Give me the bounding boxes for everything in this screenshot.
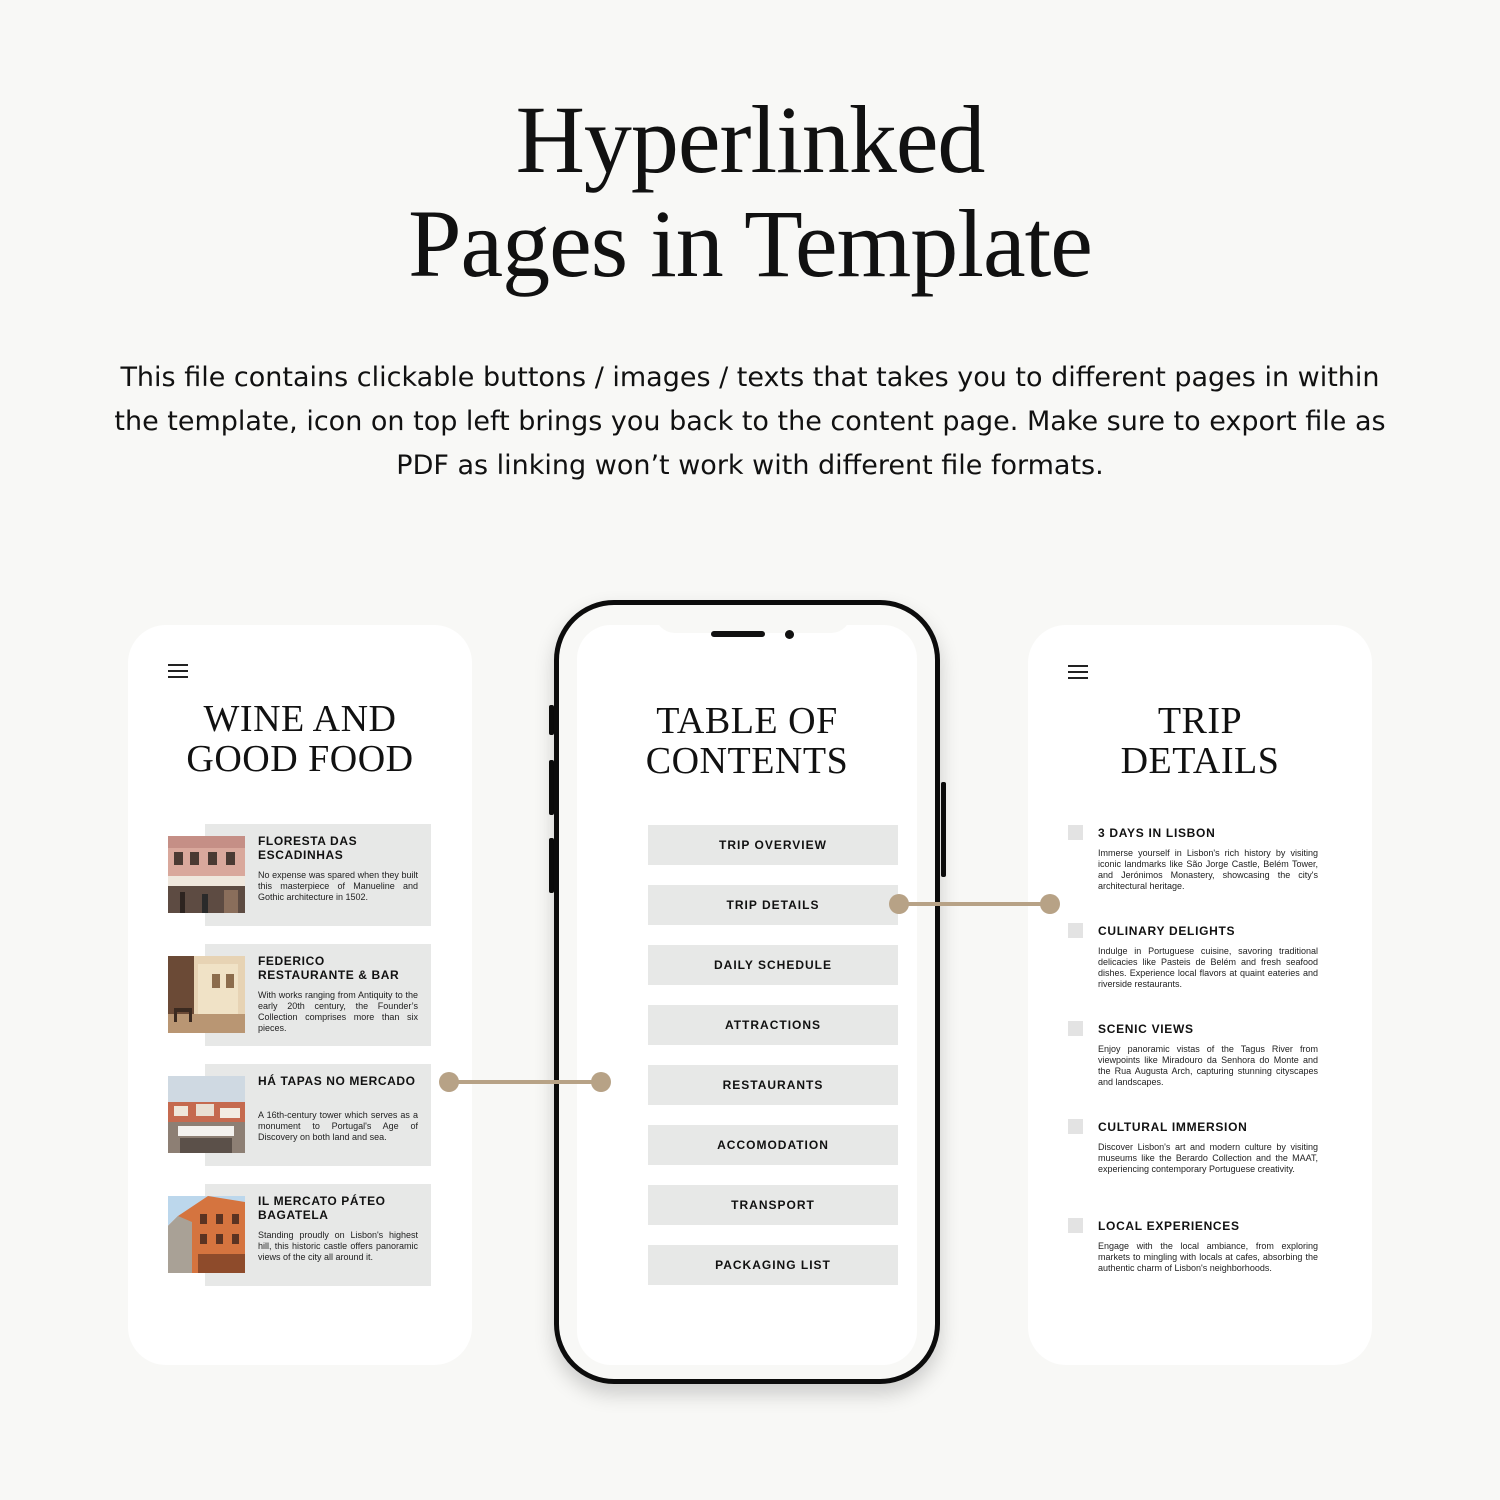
trip-detail-text: Indulge in Portuguese cuisine, savoring traditional delicacies like Pasteis de Belém and fresh seafood dishes. Experience local flavors at quaint eateries and riverside restaurants.	[1098, 946, 1318, 989]
intro-text: This file contains clickable buttons / images / texts that takes you to different pages in within the template, icon on top left brings you back to the content page. Make sure to export file as PDF as linking won’t work with different file formats.	[114, 362, 1386, 481]
page-title-line-2: GOOD FOOD	[186, 738, 414, 780]
restaurant-name: HÁ TAPAS NO MERCADO	[258, 1074, 416, 1088]
headline-line-1: Hyperlinked	[515, 86, 985, 193]
restaurant-description: Standing proudly on Lisbon's highest hill, this historic castle offers panoramic views of the city all around it.	[258, 1230, 418, 1262]
trip-detail-text: Engage with the local ambiance, from exploring markets to mingling with locals at cafes, absorbing the authentic charm of Lisbon's neighborhoods.	[1098, 1241, 1318, 1273]
trip-detail-title: LOCAL EXPERIENCES	[1098, 1219, 1240, 1233]
trip-detail-title: SCENIC VIEWS	[1098, 1022, 1194, 1036]
page-title-line-1: TRIP	[1157, 700, 1243, 742]
toc-button-trip-details[interactable]: TRIP DETAILS	[648, 885, 898, 925]
restaurant-photo[interactable]	[168, 1076, 245, 1153]
restaurant-item[interactable]	[168, 1064, 431, 1166]
wine-food-page	[128, 625, 472, 1365]
checkbox[interactable]	[1068, 923, 1083, 938]
page-title	[1028, 701, 1372, 781]
toc-button-transport[interactable]: TRANSPORT	[648, 1185, 898, 1225]
toc-button-restaurants[interactable]: RESTAURANTS	[648, 1065, 898, 1105]
page-title-line-1: TABLE OF	[656, 700, 838, 742]
page-title	[128, 699, 472, 779]
restaurant-description: No expense was spared when they built this masterpiece of Manueline and Gothic architecture in 1502.	[258, 870, 418, 902]
toc-button-trip-overview[interactable]: TRIP OVERVIEW	[648, 825, 898, 865]
toc-button-daily-schedule[interactable]: DAILY SCHEDULE	[648, 945, 898, 985]
toc-button-accomodation[interactable]: ACCOMODATION	[648, 1125, 898, 1165]
trip-detail-title: 3 DAYS IN LISBON	[1098, 826, 1216, 840]
restaurant-item[interactable]	[168, 824, 431, 926]
toc-button-attractions[interactable]: ATTRACTIONS	[648, 1005, 898, 1045]
restaurant-name: FEDERICO RESTAURANTE & BAR	[258, 954, 400, 982]
link-connector-restaurants	[449, 1080, 601, 1084]
phone-power-button	[941, 782, 946, 877]
restaurant-photo[interactable]	[168, 1196, 245, 1273]
restaurant-name: IL MERCATO PÁTEO BAGATELA	[258, 1194, 386, 1222]
restaurant-item[interactable]	[168, 944, 431, 1046]
trip-detail-title: CULINARY DELIGHTS	[1098, 924, 1236, 938]
restaurant-name: FLORESTA DAS ESCADINHAS	[258, 834, 358, 862]
phone-notch	[655, 605, 851, 633]
trip-details-page	[1028, 625, 1372, 1365]
link-connector-trip-details	[899, 902, 1050, 906]
trip-detail-text: Discover Lisbon's art and modern culture by visiting museums like the Berardo Collection and the MAAT, experiencing contemporary Portuguese creativity.	[1098, 1142, 1318, 1174]
page-title-line-2: DETAILS	[1120, 740, 1280, 782]
headline	[0, 88, 1500, 296]
phone-camera-icon	[785, 630, 794, 639]
page-title	[577, 701, 917, 781]
toc-button-packaging-list[interactable]: PACKAGING LIST	[648, 1245, 898, 1285]
table-of-contents-page	[577, 625, 917, 1365]
headline-line-2: Pages in Template	[408, 190, 1092, 297]
checkbox[interactable]	[1068, 1218, 1083, 1233]
phone-mockup	[554, 600, 940, 1384]
restaurant-photo[interactable]	[168, 956, 245, 1033]
checkbox[interactable]	[1068, 1119, 1083, 1134]
restaurant-description: A 16th-century tower which serves as a monument to Portugal's Age of Discovery on both land and sea.	[258, 1110, 418, 1142]
restaurant-photo[interactable]	[168, 836, 245, 913]
connector-dot	[889, 894, 909, 914]
page-title-line-2: CONTENTS	[645, 740, 849, 782]
phone-speaker	[711, 631, 765, 637]
restaurant-description: With works ranging from Antiquity to the early 20th century, the Founder’s Collection comprises more than six pieces.	[258, 990, 418, 1033]
connector-dot	[591, 1072, 611, 1092]
restaurant-item[interactable]	[168, 1184, 431, 1286]
hamburger-menu-icon[interactable]	[168, 664, 188, 678]
trip-detail-text: Enjoy panoramic vistas of the Tagus River from viewpoints like Miradouro da Senhora do Monte and the Rua Augusta Arch, capturing stunning cityscapes and landscapes.	[1098, 1044, 1318, 1087]
trip-detail-text: Immerse yourself in Lisbon's rich history by visiting iconic landmarks like São Jorge Castle, Belém Tower, and Jerónimos Monastery, showcasing the city's architectural heritage.	[1098, 848, 1318, 891]
checkbox[interactable]	[1068, 1021, 1083, 1036]
trip-detail-title: CULTURAL IMMERSION	[1098, 1120, 1248, 1134]
page-title-line-1: WINE AND	[203, 698, 397, 740]
checkbox[interactable]	[1068, 825, 1083, 840]
connector-dot	[439, 1072, 459, 1092]
hamburger-menu-icon[interactable]	[1068, 665, 1088, 679]
connector-dot	[1040, 894, 1060, 914]
